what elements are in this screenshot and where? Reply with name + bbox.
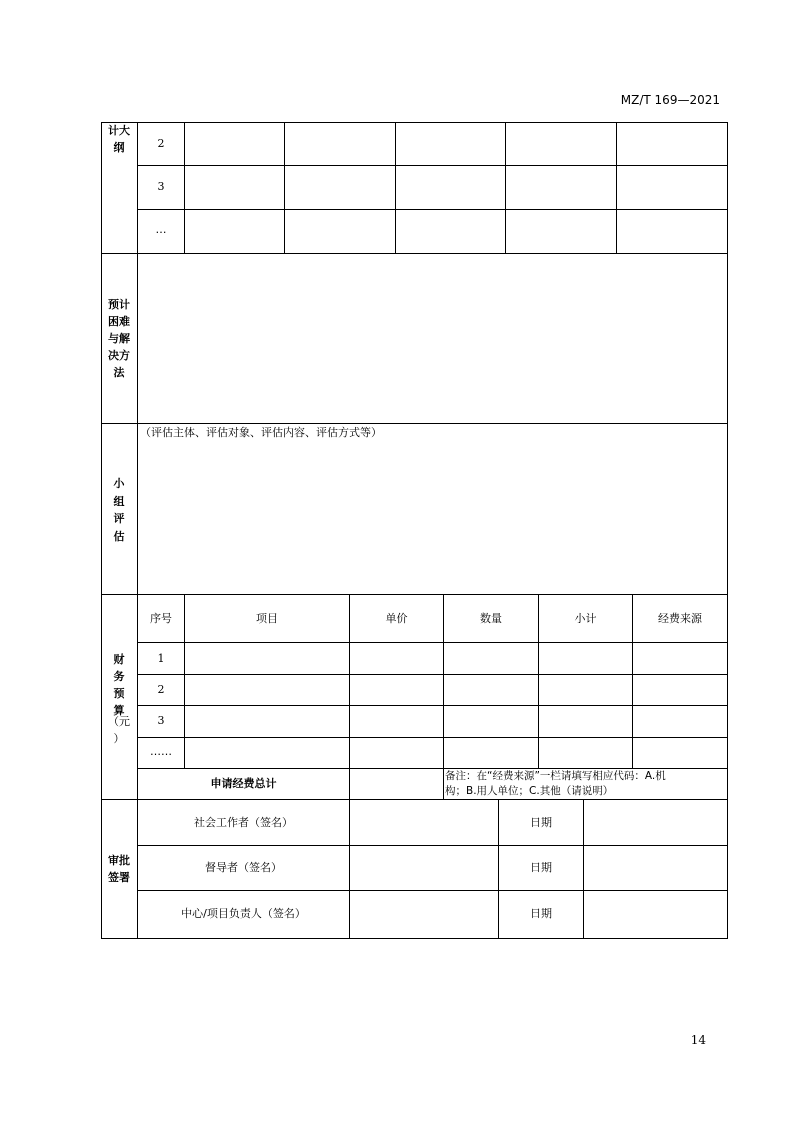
grid-line bbox=[184, 122, 185, 254]
page-number: 14 bbox=[690, 1033, 706, 1047]
table-border-left bbox=[101, 122, 102, 939]
table-border-bottom bbox=[101, 938, 728, 939]
grid-line bbox=[137, 642, 728, 643]
section-separator bbox=[101, 423, 728, 424]
grid-line bbox=[505, 122, 506, 254]
signature-date-label: 日期 bbox=[530, 861, 552, 874]
grid-line bbox=[137, 209, 728, 210]
grid-line bbox=[137, 705, 728, 706]
budget-header-fund-source: 经费来源 bbox=[658, 612, 702, 625]
group-eval-section-label: 小 组 评 估 bbox=[113, 477, 125, 543]
budget-unit-label: （元 ） bbox=[108, 715, 130, 745]
table-border-right bbox=[727, 122, 728, 939]
signature-role-social-worker: 社会工作者（签名） bbox=[194, 816, 293, 829]
grid-line bbox=[137, 165, 728, 166]
group-eval-hint: （评估主体、评估对象、评估内容、评估方式等） bbox=[140, 426, 382, 439]
plan-row-number: 3 bbox=[157, 180, 165, 193]
budget-row-number: …… bbox=[150, 745, 172, 758]
plan-row-number: 2 bbox=[157, 137, 165, 150]
grid-line bbox=[137, 737, 728, 738]
approval-section-label: 审批 签署 bbox=[108, 854, 130, 884]
signature-role-supervisor: 督导者（签名） bbox=[205, 861, 282, 874]
grid-line bbox=[583, 799, 584, 939]
difficulties-section-label: 预计 困难 与解 决方 法 bbox=[108, 298, 130, 379]
section-separator bbox=[101, 594, 728, 595]
grid-line bbox=[284, 122, 285, 254]
section-separator bbox=[101, 799, 728, 800]
budget-row-number: 1 bbox=[157, 652, 165, 665]
grid-line bbox=[395, 122, 396, 254]
budget-row-number: 3 bbox=[157, 714, 165, 727]
grid-line bbox=[616, 122, 617, 254]
budget-header-quantity: 数量 bbox=[480, 612, 502, 625]
signature-date-label: 日期 bbox=[530, 816, 552, 829]
signature-role-project-lead: 中心/项目负责人（签名） bbox=[181, 907, 306, 920]
budget-note: 备注：在“经费来源”一栏请填写相应代码：A.机 构；B.用人单位；C.其他（请说明） bbox=[445, 770, 666, 797]
plan-row-number: … bbox=[155, 223, 167, 236]
budget-row-number: 2 bbox=[157, 683, 165, 696]
standard-code: MZ/T 169—2021 bbox=[620, 93, 720, 107]
table-border-top bbox=[101, 122, 728, 123]
grid-line bbox=[137, 890, 728, 891]
plan-section-label: 计大 纲 bbox=[108, 124, 130, 154]
budget-header-item: 项目 bbox=[256, 612, 278, 625]
budget-header-index: 序号 bbox=[150, 612, 172, 625]
grid-line bbox=[137, 845, 728, 846]
signature-date-label: 日期 bbox=[530, 907, 552, 920]
grid-line bbox=[137, 674, 728, 675]
grid-line bbox=[349, 799, 350, 939]
budget-section-label: 财 务 预 算 bbox=[113, 653, 125, 717]
budget-header-unit-price: 单价 bbox=[385, 612, 408, 625]
section-separator bbox=[101, 253, 728, 254]
budget-total-label: 申请经费总计 bbox=[210, 777, 277, 790]
budget-header-subtotal: 小计 bbox=[574, 612, 597, 625]
